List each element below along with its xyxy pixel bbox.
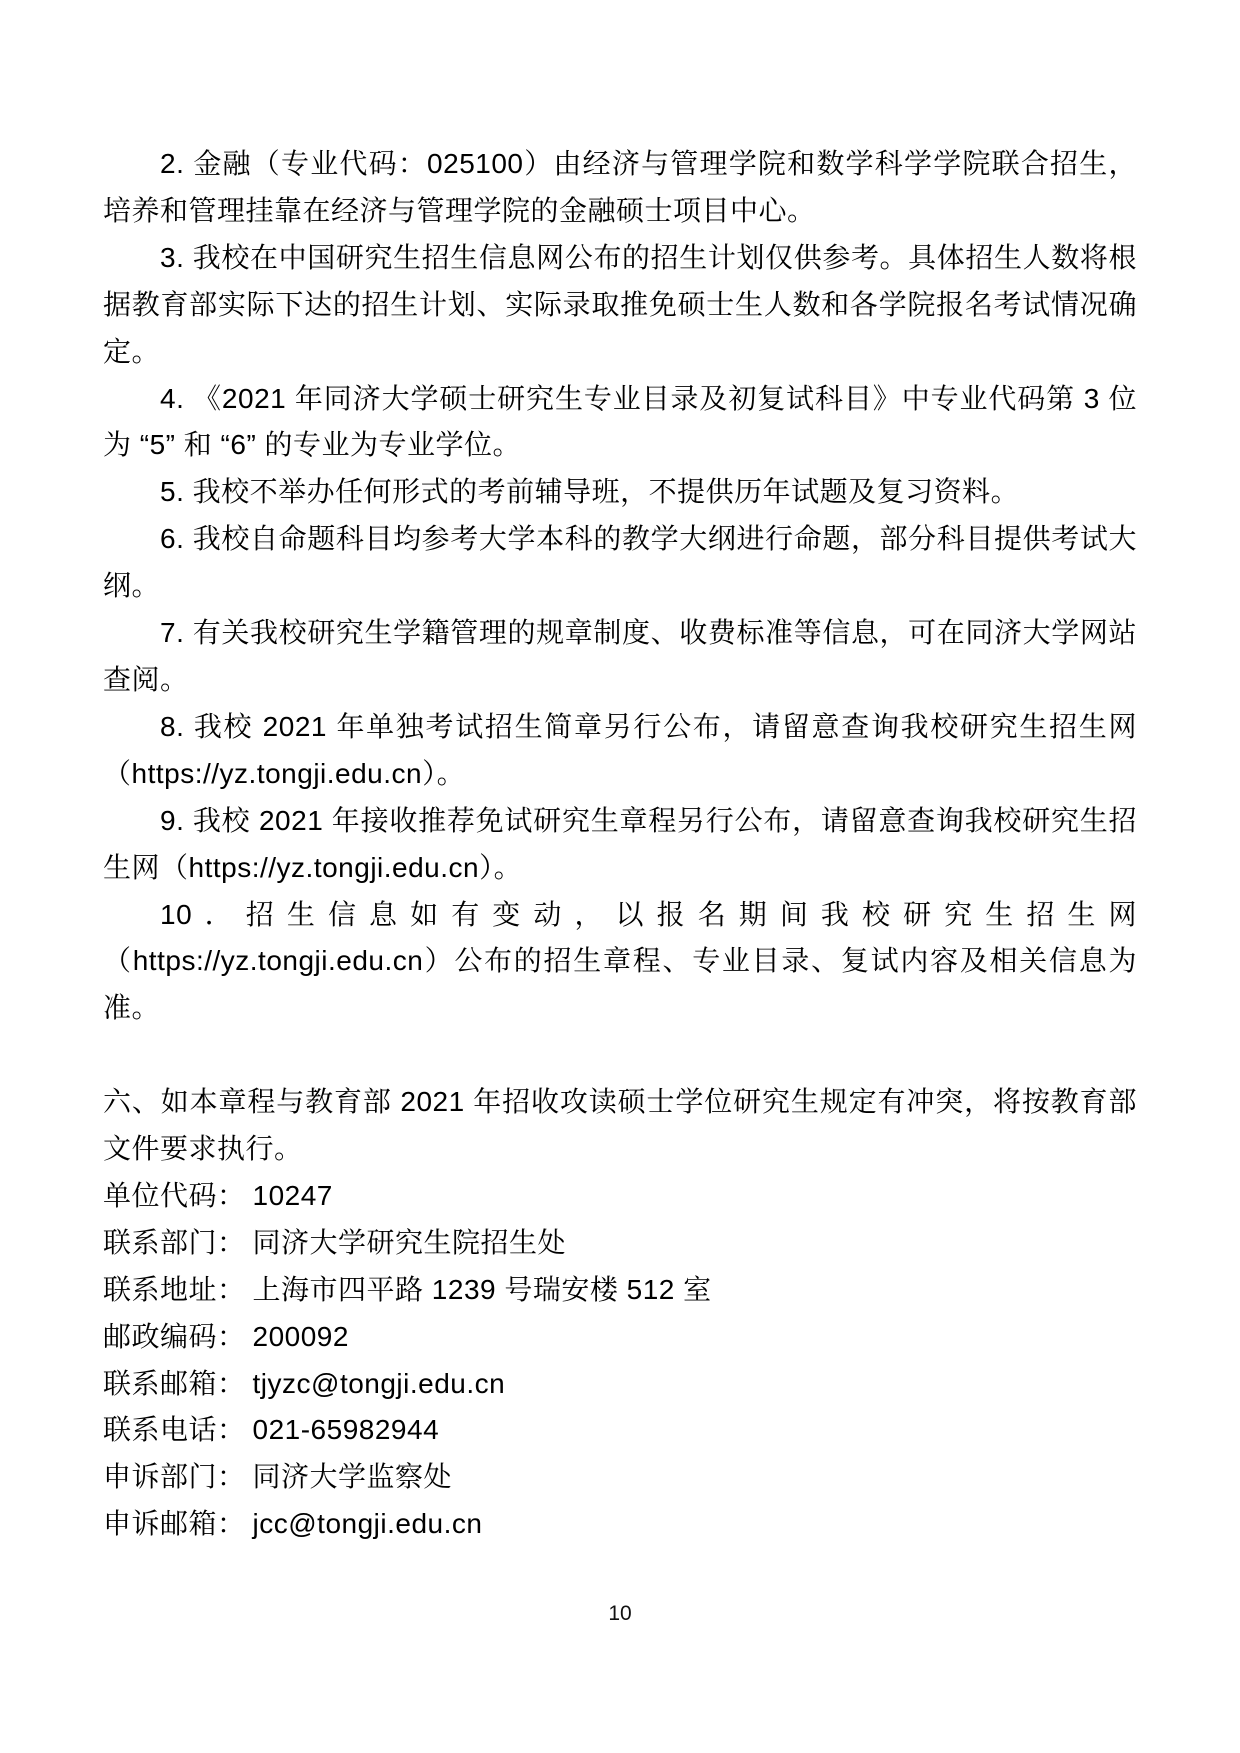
paragraph-2: 2. 金融（专业代码：025100）由经济与管理学院和数学科学学院联合招生，培养和管理挂靠在经济与管理学院的金融硕士项目中心。 — [103, 148, 1137, 226]
contact-value: 同济大学监察处 — [252, 1461, 453, 1493]
contact-row-phone — [103, 1407, 1137, 1454]
paragraph-9: 9. 我校 2021 年接收推荐免试研究生章程另行公布，请留意查询我校研究生招生网（https://yz.tongji.edu.cn）。 — [103, 804, 1137, 883]
paragraph-4: 4. 《2021 年同济大学硕士研究生专业目录及初复试科目》中专业代码第 3 位为 “5” 和 “6” 的专业为专业学位。 — [103, 382, 1137, 461]
contact-label: 联系部门： — [103, 1226, 246, 1258]
paragraph-7: 7. 有关我校研究生学籍管理的规章制度、收费标准等信息，可在同济大学网站查阅。 — [103, 617, 1137, 695]
paragraph-8: 8. 我校 2021 年单独考试招生简章另行公布，请留意查询我校研究生招生网（https://yz.tongji.edu.cn）。 — [103, 710, 1137, 789]
document-body — [103, 141, 1137, 1548]
contact-value: 同济大学研究生院招生处 — [252, 1226, 567, 1258]
contact-row-email — [103, 1361, 1137, 1408]
paragraph-10: 10．招生信息如有变动，以报名期间我校研究生招生网（https://yz.tongji.edu.cn）公布的招生章程、专业目录、复试内容及相关信息为准。 — [103, 898, 1137, 1024]
contact-label: 联系电话： — [103, 1414, 246, 1446]
page-number: 10 — [608, 1602, 632, 1625]
paragraph-3: 3. 我校在中国研究生招生信息网公布的招生计划仅供参考。具体招生人数将根据教育部实际下达的招生计划、实际录取推免硕士生人数和各学院报名考试情况确定。 — [103, 241, 1137, 367]
paragraph-6: 6. 我校自命题科目均参考大学本科的教学大纲进行命题，部分科目提供考试大纲。 — [103, 523, 1137, 602]
contact-row-appeal-department — [103, 1454, 1137, 1501]
contact-value: jcc@tongji.edu.cn — [252, 1508, 483, 1540]
contact-row-appeal-email — [103, 1501, 1137, 1548]
contact-value: tjyzc@tongji.edu.cn — [252, 1367, 506, 1399]
contact-label: 单位代码： — [103, 1179, 246, 1211]
contact-label: 联系地址： — [103, 1273, 246, 1305]
contact-label: 邮政编码： — [103, 1320, 246, 1352]
contact-value: 10247 — [252, 1179, 333, 1211]
contact-label: 申诉部门： — [103, 1461, 246, 1493]
contact-value: 021-65982944 — [252, 1414, 440, 1446]
contact-value: 200092 — [252, 1320, 349, 1352]
contact-row-address — [103, 1267, 1137, 1314]
contact-label: 申诉邮箱： — [103, 1508, 246, 1540]
contact-row-unit-code — [103, 1173, 1137, 1220]
paragraph-5: 5. 我校不举办任何形式的考前辅导班，不提供历年试题及复习资料。 — [160, 476, 1020, 508]
contact-value: 上海市四平路 1239 号瑞安楼 512 室 — [252, 1273, 712, 1305]
section-six-paragraph: 六、如本章程与教育部 2021 年招收攻读硕士学位研究生规定有冲突，将按教育部文件要求执行。 — [103, 1086, 1137, 1165]
contact-label: 联系邮箱： — [103, 1367, 246, 1399]
contact-row-department — [103, 1220, 1137, 1267]
contact-row-postcode — [103, 1314, 1137, 1361]
